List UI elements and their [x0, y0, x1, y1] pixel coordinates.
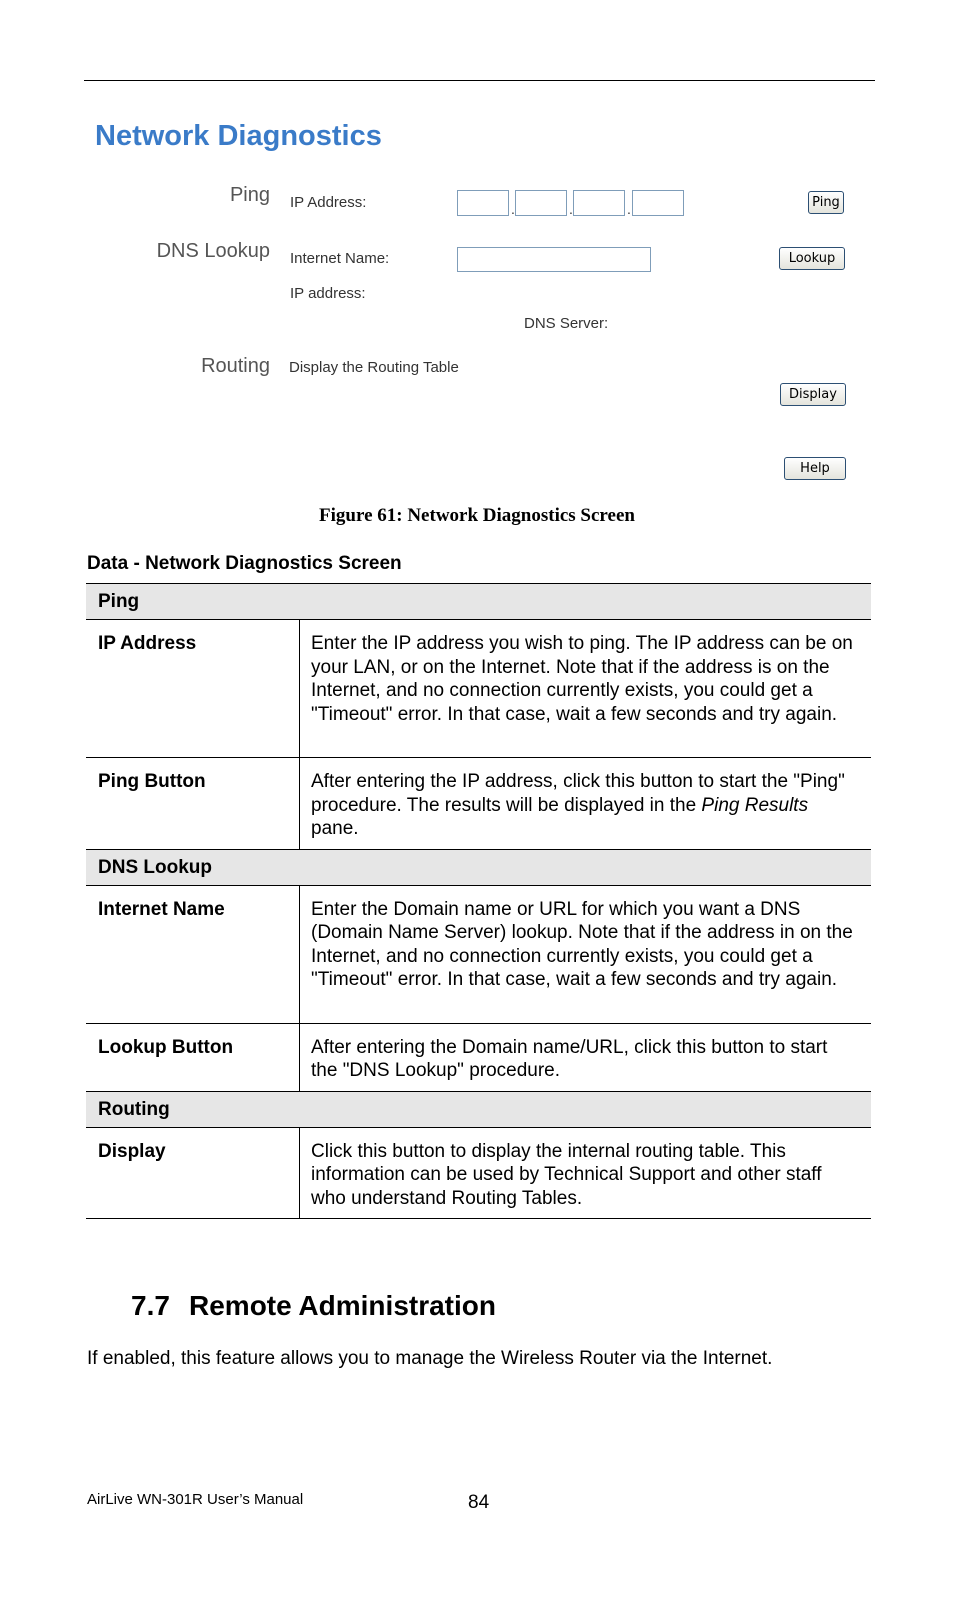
table-row	[86, 1023, 871, 1091]
internet-name-label: Internet Name:	[290, 250, 390, 267]
dns-ip-address-label: IP address:	[290, 285, 366, 302]
ip-octet-2-input[interactable]	[515, 190, 567, 216]
row-desc-ping-button	[300, 758, 872, 850]
row-name-ip-address: IP Address	[86, 620, 300, 758]
routing-table-text: Display the Routing Table	[289, 359, 459, 376]
section-heading	[131, 1290, 496, 1322]
network-diagnostics-screenshot	[88, 98, 874, 490]
lookup-button[interactable]: Lookup	[779, 247, 845, 270]
table-row	[86, 885, 871, 1023]
table-row	[86, 620, 871, 758]
row-name-lookup-button: Lookup Button	[86, 1023, 300, 1091]
internet-name-input[interactable]	[457, 247, 651, 272]
ip-octet-4-input[interactable]	[632, 190, 684, 216]
ip-address-label: IP Address:	[290, 194, 367, 211]
network-diagnostics-data-table	[86, 583, 871, 1219]
table-row	[86, 758, 871, 850]
ip-octet-3-input[interactable]	[573, 190, 625, 216]
footer-page-number: 84	[468, 1492, 490, 1513]
table-group-row	[86, 584, 871, 620]
group-dns-lookup: DNS Lookup	[86, 849, 871, 885]
table-group-row	[86, 1091, 871, 1127]
dns-lookup-section-label: DNS Lookup	[156, 240, 270, 262]
row-name-internet-name: Internet Name	[86, 885, 300, 1023]
display-button[interactable]: Display	[780, 383, 846, 406]
row-name-ping-button: Ping Button	[86, 758, 300, 850]
section-paragraph: If enabled, this feature allows you to manage the Wireless Router via the Internet.	[87, 1348, 773, 1369]
row-desc-ip-address: Enter the IP address you wish to ping. The IP address can be on your LAN, or on the Internet. Note that if the address is on the Internet, and no connection currently exists, you could get a "Timeout" error. In that case, wait a few seconds and try again.	[300, 620, 872, 758]
desc-text: After entering the IP address, click this button to start the "Ping" procedure. The results will be displayed in the	[311, 771, 845, 816]
figure-caption: Figure 61: Network Diagnostics Screen	[319, 505, 635, 526]
section-title: Remote Administration	[189, 1290, 496, 1321]
section-number: 7.7	[131, 1290, 170, 1321]
ip-dot: .	[627, 201, 631, 217]
table-group-row	[86, 849, 871, 885]
table-title: Data - Network Diagnostics Screen	[87, 553, 402, 574]
ip-dot: .	[511, 201, 515, 217]
row-desc-internet-name: Enter the Domain name or URL for which you want a DNS (Domain Name Server) lookup. Note that if the address in on the Internet, and no connection currently exists, you could get a "Timeout" error. In that case, wait a few seconds and try again.	[300, 885, 872, 1023]
row-desc-display: Click this button to display the internal routing table. This information can be used by Technical Support and other staff who understand Routing Tables.	[300, 1127, 872, 1219]
desc-emphasis: Ping Results	[701, 794, 809, 816]
row-desc-lookup-button: After entering the Domain name/URL, click this button to start the "DNS Lookup" procedure.	[300, 1023, 872, 1091]
help-button[interactable]: Help	[784, 457, 846, 480]
footer-manual-name: AirLive WN-301R User’s Manual	[87, 1491, 304, 1508]
ip-octet-1-input[interactable]	[457, 190, 509, 216]
row-name-display: Display	[86, 1127, 300, 1219]
header-rule	[84, 80, 875, 81]
routing-section-label: Routing	[201, 355, 270, 377]
ping-section-label: Ping	[229, 184, 270, 206]
group-routing: Routing	[86, 1091, 871, 1127]
ping-button[interactable]: Ping	[808, 191, 844, 214]
table-row	[86, 1127, 871, 1219]
desc-text: pane.	[311, 818, 359, 839]
ip-dot: .	[569, 201, 573, 217]
dns-server-label: DNS Server:	[524, 315, 609, 332]
group-ping: Ping	[86, 584, 871, 620]
screen-title: Network Diagnostics	[95, 120, 382, 152]
